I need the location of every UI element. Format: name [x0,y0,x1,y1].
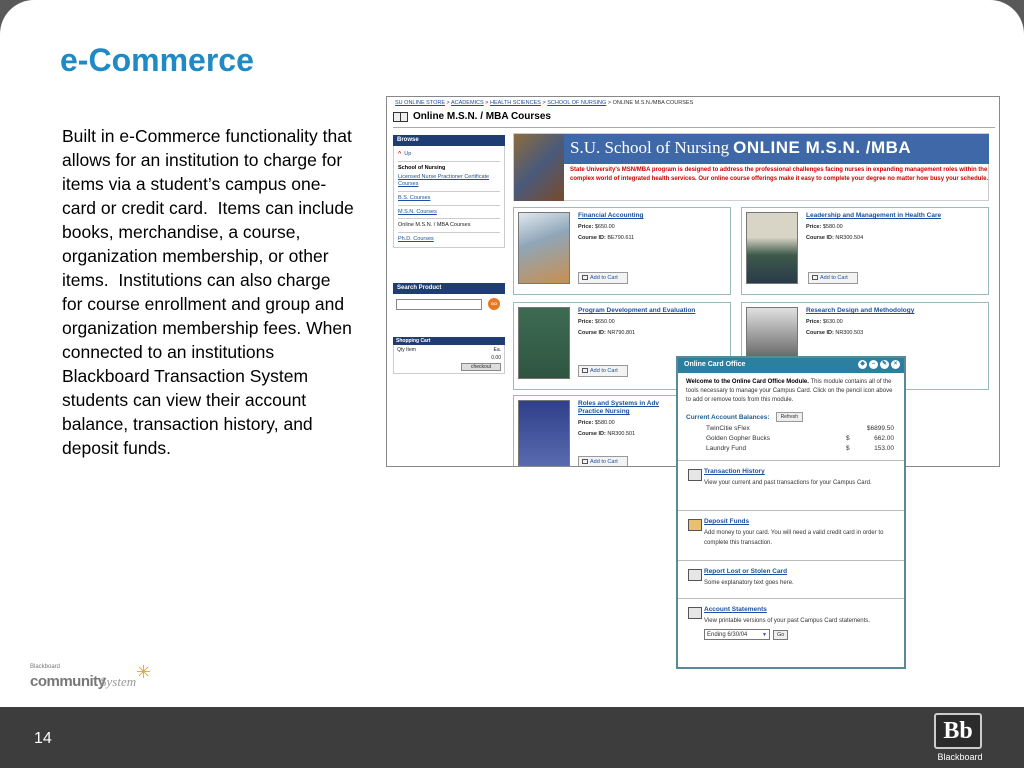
divider [393,127,995,128]
edit-icon[interactable]: ✎ [881,361,888,367]
deposit-funds-section [678,510,904,560]
balance-row [678,434,904,444]
cart-icon [582,459,588,464]
product-cover [518,212,570,284]
add-to-cart-label: Add to Cart [590,368,618,374]
cart-header: Shopping Cart [393,337,505,345]
search-input[interactable] [396,299,482,310]
breadcrumb-nursing[interactable]: SCHOOL OF NURSING [547,100,607,106]
add-to-cart-label: Add to Cart [820,275,848,281]
community-system-logo [30,664,160,698]
product-card [513,207,731,295]
product-cover [746,307,798,357]
balance-name: Laundry Fund [706,445,747,452]
statement-go-button[interactable]: Go [773,630,788,640]
product-course-id: NR300.504 [835,235,864,241]
welcome-heading: Welcome to the Online Card Office Module. [686,379,809,385]
community-logo-small: Blackboard [30,664,61,670]
checkout-button[interactable]: checkout [461,363,501,371]
browse-item-online: Online M.S.N. / MBA Courses [398,218,500,232]
transaction-history-section [678,460,904,510]
account-statements-desc: View printable versions of your past Campus Card statements. [704,618,870,624]
product-name[interactable]: Roles and Systems in Adv Practice Nursing [578,400,660,415]
balance-amount: 662.00 [874,435,894,442]
balance-amount: 153.00 [874,445,894,452]
add-to-cart-button[interactable] [578,272,628,284]
settings-icon[interactable]: ◆ [858,360,867,369]
cart-rows [393,345,505,374]
course-id-label: Course ID: [578,235,606,241]
product-name[interactable]: Leadership and Management in Health Care [806,212,942,219]
breadcrumb: SU ONLINE STORE > ACADEMICS > HEALTH SCIENCES > SCHOOL OF NURSING > ONLINE M.S.N./MBA COURSES [395,100,694,106]
account-statements-section [678,598,904,648]
balance-name: TwinCitie sFlex [706,425,750,432]
balances-label: Current Account Balances: [686,413,770,421]
product-name[interactable]: Financial Accounting [578,212,644,219]
product-name[interactable]: Research Design and Methodology [806,307,915,314]
product-price: $650.00 [594,319,615,325]
statement-period-select[interactable]: Ending 6/30/04 ▼ [704,629,770,640]
product-price: $580.00 [594,420,615,426]
browse-school-heading: School of Nursing [398,161,500,175]
browse-item-lnp[interactable]: Licensed Nurse Practioner Certificate Courses [398,174,490,187]
footer-bar [0,707,1024,768]
card-office-title: Online Card Office [684,361,746,368]
book-icon [393,112,408,122]
blackboard-caption: Blackboard [937,752,983,762]
balance-name: Golden Gopher Bucks [706,435,770,442]
price-label: Price: [578,420,594,426]
starburst-icon: ✳ [136,662,152,682]
refresh-button[interactable]: Refresh [776,412,804,422]
store-heading [393,111,551,122]
breadcrumb-store[interactable]: SU ONLINE STORE [395,100,446,106]
cart-icon [812,275,818,280]
lost-card-icon [688,569,702,581]
transaction-history-link[interactable]: Transaction History [704,468,765,475]
add-to-cart-button[interactable] [578,456,628,467]
product-course-id: BE790.611 [607,235,635,241]
lost-card-desc: Some explanatory text goes here. [704,580,794,586]
search-header: Search Product [393,283,505,294]
browse-header: Browse [393,135,505,146]
browse-item-msn[interactable]: M.S.N. Courses [398,205,500,219]
add-to-cart-label: Add to Cart [590,275,618,281]
cart-icon [582,275,588,280]
search-box [393,294,505,314]
browse-up-link[interactable] [398,148,500,161]
balance-row [678,424,904,434]
bar-chart-icon [688,469,702,481]
breadcrumb-current: ONLINE M.S.N./MBA COURSES [612,100,694,106]
product-course-id: NR300.503 [835,330,864,336]
blackboard-logo: Bb [934,713,982,749]
banner-title [564,134,989,164]
slide-body-text: Built in e-Commerce functionality that allows for an institution to charge for items via a student’s campus one-card or credit card. Items can include books, merchandise, a course, organization membership, or other items. Institutions can also charge for course enrollment and group and organization membership fees. When connected to an institutions Blackboard Transaction System students can view their account balance, transaction history, and deposit funds. [62,126,359,458]
price-label: Price: [806,319,822,325]
community-logo-system: System [100,674,137,689]
cart-panel [393,337,505,374]
lost-card-link[interactable]: Report Lost or Stolen Card [704,568,788,575]
add-to-cart-button[interactable] [808,272,858,284]
close-icon[interactable]: × [891,360,900,369]
banner-photo [514,134,564,201]
page-number: 14 [34,730,52,747]
balance-currency: $ [846,445,850,452]
balance-amount: $6899.50 [866,425,894,432]
account-statements-link[interactable]: Account Statements [704,606,767,613]
deposit-icon [688,519,702,531]
course-id-label: Course ID: [578,431,606,437]
welcome-text: This module contains all of the tools necessary to manage your Campus Card. Click on the pencil icon above to add or remove tools from this module. [686,379,893,403]
course-id-label: Course ID: [806,330,834,336]
transaction-history-desc: View your current and past transactions for your Campus Card. [704,480,872,486]
price-label: Price: [578,224,594,230]
up-arrow-icon: ^ [398,151,402,157]
balance-currency: $ [846,435,850,442]
slide-title: e-Commerce [60,42,254,78]
banner-text: State University's MSN/MBA program is designed to address the professional challenges facing nurses in expanding management roles within the complex world of integrated health services. Our online course offerings make it easy to complete your degree no matter how busy your schedule. [570,167,989,182]
product-card [741,207,989,295]
course-id-label: Course ID: [578,330,606,336]
product-price: $630.00 [822,319,843,325]
banner-title-serif: S.U. School of Nursing [570,138,730,157]
breadcrumb-health[interactable]: HEALTH SCIENCES [489,100,541,106]
lost-card-section [678,560,904,598]
price-label: Price: [806,224,822,230]
browse-list [393,146,505,248]
product-cover [518,400,570,467]
nursing-banner [513,133,989,201]
deposit-funds-link[interactable]: Deposit Funds [704,518,750,525]
product-price: $580.00 [822,224,843,230]
breadcrumb-academics[interactable]: ACADEMICS [451,100,484,106]
product-cover [746,212,798,284]
browse-panel [393,135,505,248]
online-card-office-window [676,356,906,669]
magnifier-icon [688,607,702,619]
store-heading-text: Online M.S.N. / MBA Courses [413,111,551,122]
add-to-cart-label: Add to Cart [590,459,618,465]
add-to-cart-button[interactable] [578,365,628,377]
cart-total: 0.00 [491,355,501,361]
balance-currency [846,424,860,434]
balances-header [678,410,904,424]
minimize-icon[interactable]: – [869,360,878,369]
cart-qty-item: Qty Item [397,347,416,353]
product-price: $650.00 [594,224,615,230]
community-logo-word: community [30,673,106,690]
product-name[interactable]: Program Development and Evaluation [578,307,696,314]
card-office-welcome [678,373,904,410]
search-panel [393,283,505,314]
browse-item-phd[interactable]: Ph.D. Courses [398,232,500,246]
search-go-button[interactable]: GO [488,298,500,310]
deposit-funds-desc: Add money to your card. You will need a valid credit card in order to complete this transaction. [704,530,884,546]
product-course-id: NR300.501 [607,431,636,437]
product-course-id: NR790.801 [607,330,636,336]
cart-icon [582,368,588,373]
banner-title-bold: ONLINE M.S.N. /MBA [733,138,912,157]
browse-item-bs[interactable]: B.S. Courses [398,191,500,205]
course-id-label: Course ID: [806,235,834,241]
product-cover [518,307,570,379]
price-label: Price: [578,319,594,325]
card-office-title-bar [678,358,904,373]
browse-up-label: Up [404,151,412,157]
cart-each: Ea. [493,347,501,353]
balance-row [678,444,904,454]
